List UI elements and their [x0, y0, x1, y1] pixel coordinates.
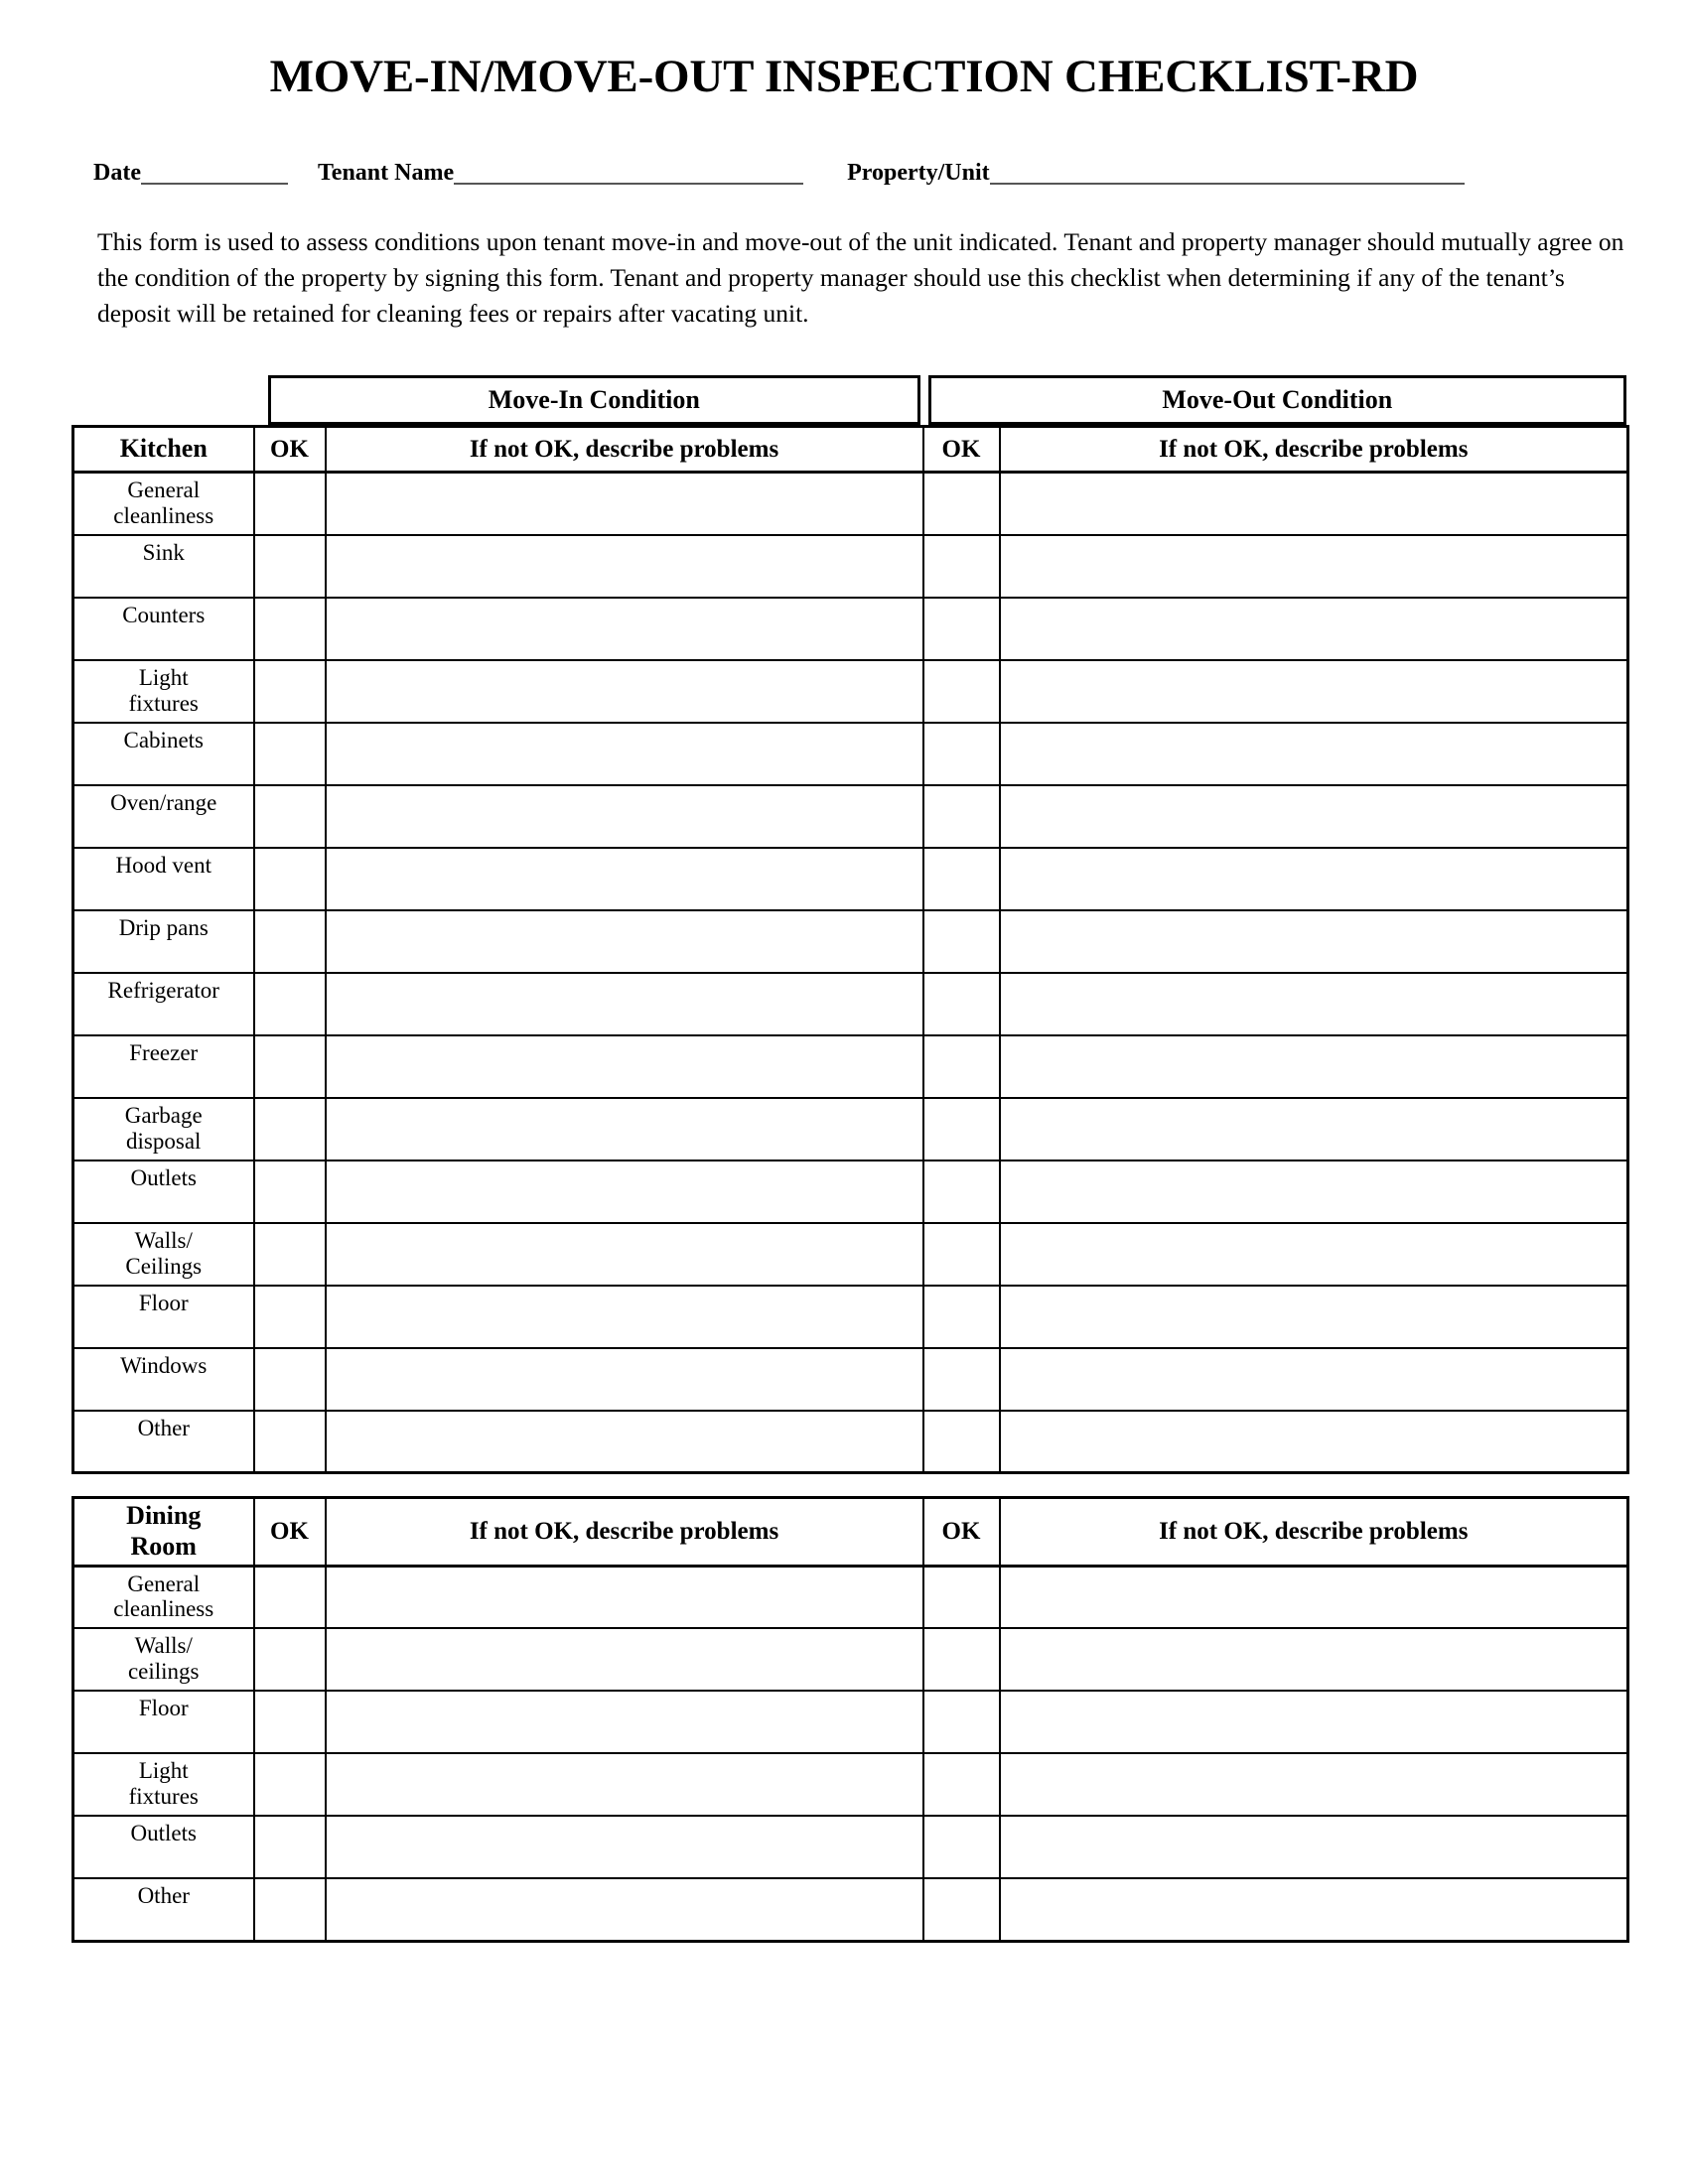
row-item-label-line: Garbage	[124, 1102, 203, 1128]
move-out-describe-cell[interactable]	[1000, 910, 1628, 973]
row-item-label	[73, 1566, 254, 1628]
row-item-label-line: cleanliness	[113, 503, 214, 529]
row-item-label-line: Walls/	[134, 1227, 193, 1253]
move-out-describe-cell[interactable]	[1000, 598, 1628, 660]
row-item-label-line: Other	[137, 1415, 190, 1440]
row-item-label-line: Sink	[142, 539, 185, 565]
section-header-row	[73, 427, 1628, 473]
move-out-ok-cell[interactable]	[923, 1753, 1000, 1816]
move-out-ok-cell[interactable]	[923, 1286, 1000, 1348]
row-item-label-line: Oven/range	[110, 789, 217, 815]
move-in-ok-cell[interactable]	[254, 1411, 326, 1473]
row-item-label-line: Ceilings	[125, 1253, 203, 1279]
move-in-ok-cell[interactable]	[254, 1691, 326, 1753]
move-in-describe-cell[interactable]	[326, 723, 923, 785]
move-in-ok-cell[interactable]	[254, 1223, 326, 1286]
table-row	[73, 1628, 1628, 1691]
move-in-describe-cell[interactable]	[326, 1035, 923, 1098]
move-in-ok-cell[interactable]	[254, 973, 326, 1035]
move-in-describe-cell[interactable]	[326, 1816, 923, 1878]
section-title-line: Kitchen	[119, 434, 208, 464]
section-title-line: Dining	[126, 1501, 202, 1531]
row-item-label	[73, 1348, 254, 1411]
move-out-ok-cell[interactable]	[923, 535, 1000, 598]
row-item-label	[73, 1411, 254, 1473]
row-item-label	[73, 598, 254, 660]
banner-gap	[920, 375, 928, 425]
move-out-describe-cell[interactable]	[1000, 1691, 1628, 1753]
move-in-ok-cell[interactable]	[254, 535, 326, 598]
tenant-name-label: Tenant Name	[317, 159, 455, 186]
table-row	[73, 1566, 1628, 1628]
move-out-ok-cell[interactable]	[923, 1411, 1000, 1473]
row-item-label-line: fixtures	[128, 1783, 199, 1809]
row-item-label	[73, 910, 254, 973]
section-table-dining-room	[71, 1496, 1629, 1942]
move-in-ok-cell[interactable]	[254, 1160, 326, 1223]
move-out-describe-cell[interactable]	[1000, 535, 1628, 598]
move-in-ok-header: OK	[254, 427, 326, 473]
move-out-describe-header: If not OK, describe problems	[1000, 427, 1628, 473]
row-item-label	[73, 1628, 254, 1691]
move-out-describe-cell[interactable]	[1000, 1628, 1628, 1691]
row-item-label	[73, 1098, 254, 1160]
move-in-ok-cell[interactable]	[254, 1878, 326, 1941]
inspection-tables	[0, 425, 1688, 1942]
row-item-label-line: disposal	[126, 1128, 202, 1154]
move-in-describe-cell[interactable]	[326, 1878, 923, 1941]
row-item-label	[73, 1753, 254, 1816]
move-out-describe-cell[interactable]	[1000, 1348, 1628, 1411]
table-row	[73, 1035, 1628, 1098]
move-out-ok-header: OK	[923, 427, 1000, 473]
date-field[interactable]	[93, 161, 288, 185]
table-row	[73, 723, 1628, 785]
row-item-label-line: cleanliness	[113, 1596, 214, 1622]
table-row	[73, 660, 1628, 723]
move-in-describe-cell[interactable]	[326, 598, 923, 660]
table-row	[73, 1878, 1628, 1941]
move-out-describe-cell[interactable]	[1000, 1098, 1628, 1160]
move-in-describe-cell[interactable]	[326, 1223, 923, 1286]
row-item-label-line: fixtures	[128, 690, 199, 716]
row-item-label	[73, 723, 254, 785]
move-in-ok-cell[interactable]	[254, 1628, 326, 1691]
move-in-ok-cell[interactable]	[254, 1098, 326, 1160]
row-item-label	[73, 848, 254, 910]
move-out-ok-cell[interactable]	[923, 1691, 1000, 1753]
move-out-ok-cell[interactable]	[923, 473, 1000, 535]
table-row	[73, 785, 1628, 848]
move-in-ok-cell[interactable]	[254, 1035, 326, 1098]
move-in-describe-cell[interactable]	[326, 910, 923, 973]
move-in-describe-cell[interactable]	[326, 660, 923, 723]
move-in-ok-cell[interactable]	[254, 723, 326, 785]
move-in-describe-cell[interactable]	[326, 1160, 923, 1223]
row-item-label-line: Refrigerator	[107, 977, 219, 1003]
row-item-label-line: Outlets	[130, 1164, 197, 1190]
move-out-describe-cell[interactable]	[1000, 1566, 1628, 1628]
move-in-describe-cell[interactable]	[326, 1348, 923, 1411]
row-item-label	[73, 473, 254, 535]
section-table-kitchen	[71, 425, 1629, 1474]
move-in-describe-cell[interactable]	[326, 973, 923, 1035]
move-out-describe-cell[interactable]	[1000, 785, 1628, 848]
move-out-describe-cell[interactable]	[1000, 1878, 1628, 1941]
row-item-label	[73, 1816, 254, 1878]
move-in-ok-cell[interactable]	[254, 848, 326, 910]
move-out-ok-cell[interactable]	[923, 1816, 1000, 1878]
property-unit-field[interactable]	[847, 161, 1465, 185]
table-row	[73, 1816, 1628, 1878]
move-in-ok-cell[interactable]	[254, 1816, 326, 1878]
move-in-ok-cell[interactable]	[254, 785, 326, 848]
intro-paragraph: This form is used to assess conditions upon tenant move-in and move-out of the unit indicated. Tenant and property manager should mutually agree on the condition of the property by signing this form. Tenant and property manager should use this checklist when determining if any of the tenant’s deposit will be retained for cleaning fees or repairs after vacating unit.	[97, 226, 1624, 329]
move-in-ok-cell[interactable]	[254, 1348, 326, 1411]
move-out-describe-cell[interactable]	[1000, 1286, 1628, 1348]
table-row	[73, 910, 1628, 973]
table-row	[73, 1753, 1628, 1816]
move-in-describe-cell[interactable]	[326, 1753, 923, 1816]
tenant-name-field[interactable]	[318, 161, 803, 185]
move-in-condition-banner: Move-In Condition	[268, 375, 920, 425]
move-in-describe-cell[interactable]	[326, 1411, 923, 1473]
table-row	[73, 848, 1628, 910]
date-input-line[interactable]	[141, 161, 288, 185]
move-out-ok-cell[interactable]	[923, 1878, 1000, 1941]
move-in-describe-cell[interactable]	[326, 785, 923, 848]
move-out-describe-cell[interactable]	[1000, 1816, 1628, 1878]
move-out-ok-header: OK	[923, 1498, 1000, 1566]
move-in-describe-header: If not OK, describe problems	[326, 1498, 923, 1566]
move-out-describe-header: If not OK, describe problems	[1000, 1498, 1628, 1566]
section-header-row	[73, 1498, 1628, 1566]
move-out-ok-cell[interactable]	[923, 598, 1000, 660]
move-out-ok-cell[interactable]	[923, 1223, 1000, 1286]
move-in-ok-cell[interactable]	[254, 598, 326, 660]
move-in-describe-cell[interactable]	[326, 848, 923, 910]
row-item-label	[73, 973, 254, 1035]
page-title: MOVE-IN/MOVE-OUT INSPECTION CHECKLIST-RD	[269, 51, 1419, 102]
move-out-ok-cell[interactable]	[923, 723, 1000, 785]
move-in-describe-cell[interactable]	[326, 535, 923, 598]
row-item-label	[73, 1878, 254, 1941]
move-out-describe-cell[interactable]	[1000, 473, 1628, 535]
row-item-label-line: Other	[137, 1883, 190, 1909]
row-item-label-line: Freezer	[129, 1039, 199, 1065]
row-item-label-line: Outlets	[130, 1821, 197, 1846]
property-unit-input-line[interactable]	[990, 161, 1465, 185]
table-row	[73, 973, 1628, 1035]
move-out-describe-cell[interactable]	[1000, 1411, 1628, 1473]
move-out-ok-cell[interactable]	[923, 1035, 1000, 1098]
table-row	[73, 1160, 1628, 1223]
move-out-describe-cell[interactable]	[1000, 848, 1628, 910]
row-item-label	[73, 1035, 254, 1098]
table-row	[73, 598, 1628, 660]
move-out-ok-cell[interactable]	[923, 910, 1000, 973]
move-out-ok-cell[interactable]	[923, 1160, 1000, 1223]
row-item-label-line: General	[127, 1570, 201, 1596]
row-item-label-line: Drip pans	[118, 914, 209, 940]
table-row	[73, 1691, 1628, 1753]
row-item-label	[73, 785, 254, 848]
move-in-describe-cell[interactable]	[326, 1691, 923, 1753]
property-unit-label: Property/Unit	[847, 159, 990, 186]
move-out-describe-cell[interactable]	[1000, 1035, 1628, 1098]
row-item-label-line: Walls/	[134, 1633, 193, 1659]
move-out-condition-banner: Move-Out Condition	[928, 375, 1626, 425]
table-row	[73, 1348, 1628, 1411]
condition-banner-row	[0, 375, 1688, 425]
section-title	[73, 427, 254, 473]
move-out-describe-cell[interactable]	[1000, 723, 1628, 785]
table-row	[73, 1098, 1628, 1160]
table-row	[73, 1411, 1628, 1473]
move-out-ok-cell[interactable]	[923, 785, 1000, 848]
row-item-label-line: Hood vent	[115, 852, 211, 878]
section-title	[73, 1498, 254, 1566]
row-item-label	[73, 660, 254, 723]
move-out-ok-cell[interactable]	[923, 1348, 1000, 1411]
section-title-line: Room	[130, 1531, 197, 1561]
move-in-describe-cell[interactable]	[326, 1098, 923, 1160]
move-in-ok-cell[interactable]	[254, 1566, 326, 1628]
move-out-describe-cell[interactable]	[1000, 973, 1628, 1035]
move-in-ok-cell[interactable]	[254, 1753, 326, 1816]
row-item-label-line: General	[127, 478, 201, 503]
move-out-describe-cell[interactable]	[1000, 1223, 1628, 1286]
row-item-label-line: Floor	[138, 1696, 189, 1721]
move-out-ok-cell[interactable]	[923, 1098, 1000, 1160]
move-in-ok-cell[interactable]	[254, 910, 326, 973]
header-fields	[0, 161, 1688, 185]
date-label: Date	[93, 159, 141, 186]
row-item-label-line: Counters	[122, 602, 206, 627]
move-out-ok-cell[interactable]	[923, 1628, 1000, 1691]
table-row	[73, 473, 1628, 535]
row-item-label-line: Windows	[120, 1352, 208, 1378]
table-row	[73, 535, 1628, 598]
move-in-ok-cell[interactable]	[254, 1286, 326, 1348]
row-item-label	[73, 1160, 254, 1223]
move-in-describe-cell[interactable]	[326, 473, 923, 535]
move-in-ok-header: OK	[254, 1498, 326, 1566]
row-item-label-line: Floor	[138, 1290, 189, 1315]
tenant-name-input-line[interactable]	[454, 161, 803, 185]
row-item-label	[73, 535, 254, 598]
move-out-describe-cell[interactable]	[1000, 1753, 1628, 1816]
table-row	[73, 1286, 1628, 1348]
move-out-ok-cell[interactable]	[923, 848, 1000, 910]
row-item-label-line: Light	[138, 664, 189, 690]
move-out-describe-cell[interactable]	[1000, 660, 1628, 723]
move-in-describe-cell[interactable]	[326, 1286, 923, 1348]
move-in-describe-cell[interactable]	[326, 1566, 923, 1628]
move-in-ok-cell[interactable]	[254, 473, 326, 535]
move-in-ok-cell[interactable]	[254, 660, 326, 723]
row-item-label-line: Cabinets	[123, 727, 204, 752]
row-item-label	[73, 1691, 254, 1753]
move-out-ok-cell[interactable]	[923, 973, 1000, 1035]
move-out-ok-cell[interactable]	[923, 660, 1000, 723]
row-item-label	[73, 1223, 254, 1286]
move-in-describe-header: If not OK, describe problems	[326, 427, 923, 473]
move-in-describe-cell[interactable]	[326, 1628, 923, 1691]
table-row	[73, 1223, 1628, 1286]
row-item-label-line: ceilings	[127, 1658, 200, 1684]
move-out-ok-cell[interactable]	[923, 1566, 1000, 1628]
row-item-label	[73, 1286, 254, 1348]
move-out-describe-cell[interactable]	[1000, 1160, 1628, 1223]
row-item-label-line: Light	[138, 1758, 189, 1784]
